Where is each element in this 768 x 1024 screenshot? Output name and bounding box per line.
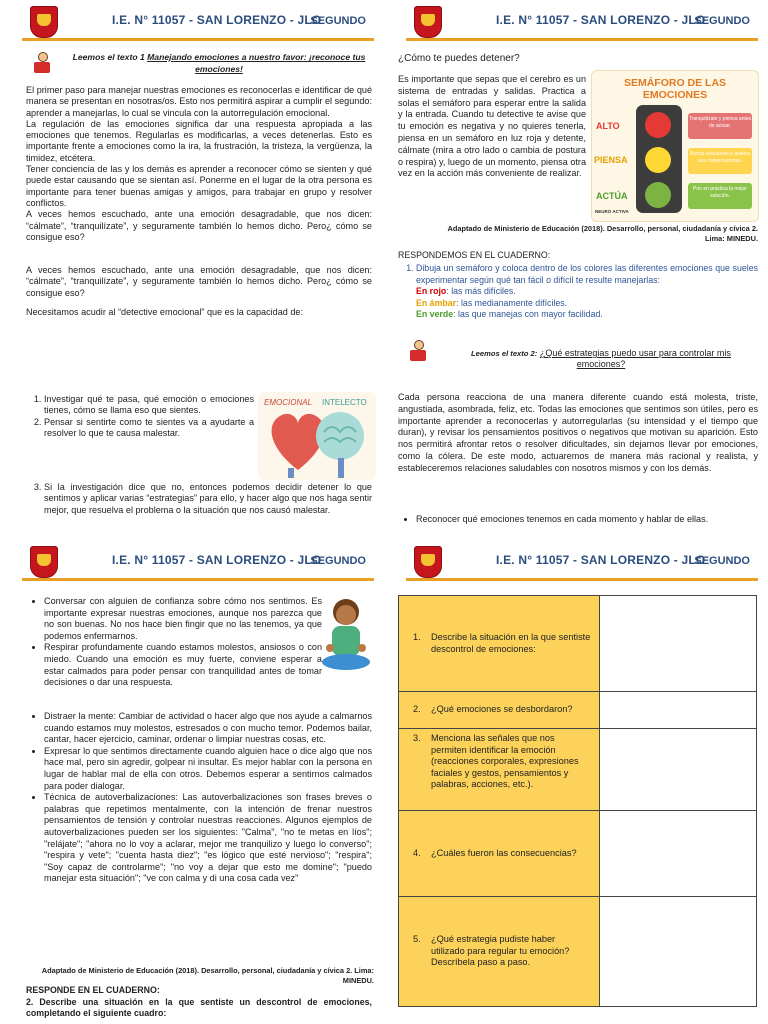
row-question: ¿Cuáles fueron las consecuencias? xyxy=(431,847,577,858)
school-shield-icon xyxy=(414,546,442,578)
table-row xyxy=(399,811,757,897)
row-number: 4. xyxy=(413,847,421,858)
semaforo-note: Tranquilízate y piensa antes de actuar. xyxy=(688,113,752,139)
school-shield-icon xyxy=(30,6,58,38)
task-text: Dibuja un semáforo y coloca dentro de los colores las diferentes emociones que sueles experimentar según qué tan fácil o difícil te resulte manejarlas: xyxy=(416,263,758,285)
green-text: : las que manejas con mayor facilidad. xyxy=(453,309,603,319)
semaforo-illustration xyxy=(591,70,759,222)
illustration-word: INTELECTO xyxy=(322,398,367,407)
row-question: ¿Qué estrategia pudiste haber utilizado para regular tu emoción? Descríbela paso a paso. xyxy=(431,934,570,968)
emotion-intellect-illustration xyxy=(258,392,376,480)
reading-child-icon xyxy=(408,340,428,362)
school-name: I.E. N° 11057 - SAN LORENZO - JLO xyxy=(112,553,322,567)
page-quadrant-4 xyxy=(384,540,768,1024)
reading-heading xyxy=(448,348,754,371)
red-text: : las más difíciles. xyxy=(446,286,516,296)
school-shield-icon xyxy=(30,546,58,578)
page-header xyxy=(0,0,384,46)
reading-heading xyxy=(64,52,374,75)
yellow-light-icon xyxy=(645,147,671,173)
task-text: Describe una situación en la que sentiste un descontrol de emociones, completando el siguiente cuadro: xyxy=(26,997,372,1019)
step-item: 1. Investigar qué te pasa, qué emoción o emociones tienes, cómo se llama eso que sientes. xyxy=(44,394,254,417)
row-question: Describe la situación en la que sentiste descontrol de emociones: xyxy=(431,632,591,654)
respond-title: RESPONDE EN EL CUADERNO: xyxy=(26,985,160,995)
grade-label: SEGUNDO xyxy=(694,555,750,567)
answer-cell[interactable] xyxy=(600,811,757,897)
detective-step-3 xyxy=(26,482,372,516)
semaforo-note: Busca soluciones y analiza sus consecuencias. xyxy=(688,148,752,174)
semaforo-title: EMOCIONES xyxy=(642,89,708,101)
respond-title: RESPONDEMOS EN EL CUADERNO: xyxy=(398,250,551,260)
paragraph: El primer paso para manejar nuestras emociones es reconocerlas e identificar de qué manera se presentan en nosotras/os. Esto nos permitirá aspirar a cumplir el segundo: aprender a manejarlas, lo cual se vincula con la autorregulación emocional. xyxy=(26,85,372,118)
strategy-list xyxy=(26,596,322,689)
row-question: ¿Qué emociones se desbordaron? xyxy=(431,704,573,715)
page-header xyxy=(384,540,768,586)
header-divider xyxy=(406,38,758,41)
question-cell xyxy=(399,596,600,692)
emotion-analysis-table xyxy=(398,595,757,1007)
answer-cell[interactable] xyxy=(600,692,757,729)
illustration-word: EMOCIONAL xyxy=(264,398,313,407)
school-shield-icon xyxy=(414,6,442,38)
table-row xyxy=(399,729,757,811)
strategy-list xyxy=(26,711,372,885)
semaforo-task xyxy=(398,263,758,321)
question-cell xyxy=(399,729,600,811)
source-credit: Adaptado de Ministerio de Educación (2018). Desarrollo, personal, ciudadanía y cívica 2. Lima: MINEDU. xyxy=(41,966,374,985)
green-light-icon xyxy=(645,182,671,208)
row-number: 2. xyxy=(413,704,421,715)
page-quadrant-2 xyxy=(384,0,768,540)
reading-intro: Leemos el texto 1 xyxy=(72,52,145,62)
paragraph: Tener conciencia de las y los demás es aprender a reconocer cómo se sienten y qué puede estar causando que se sientan así. Ponerme en el lugar de la otra persona es importante para tener buenas amigas y amigos, para trabajar en grupo y resolver conflictos. xyxy=(26,164,372,208)
header-divider xyxy=(22,38,374,41)
school-name: I.E. N° 11057 - SAN LORENZO - JLO xyxy=(112,13,322,27)
paragraph: A veces hemos escuchado, ante una emoción desagradable, que nos dicen: “cálmate”, “tranquilízate”, y seguramente también lo hemos dicho. Pero¿ cómo se consigue eso? xyxy=(26,265,372,298)
paragraph: A veces hemos escuchado, ante una emoción desagradable, que nos dicen: “cálmate”, “tranquilízate”, y seguramente también lo hemos dicho. Pero¿ cómo se consigue eso? xyxy=(26,209,372,242)
red-light-icon xyxy=(645,112,671,138)
body-text xyxy=(26,85,372,318)
table-task xyxy=(26,997,372,1020)
row-number: 3. xyxy=(413,733,421,743)
amber-label: En ámbar xyxy=(416,297,457,308)
strategies-paragraph: Cada persona reacciona de una manera diferente cuando está molesta, triste, angustiada, asombrada, feliz, etc. Todas las emociones que sentimos son útiles, pero es importante aprender a reconocerlas y autorregularlas (su intensidad y el tiempo que duran), y revisar los pensamientos positivos o negativos que motivan su aparición. Esto nos permitirá afrontar retos o resolver dificultades, sin dejarnos llevar por emociones, como la cólera. De este modo, actuaremos de manera más racional y realista, y estableceremos relaciones saludables con nosotros mismos y con los demás. xyxy=(398,392,758,473)
question-cell xyxy=(399,811,600,897)
semaforo-label: ALTO xyxy=(596,121,620,131)
answer-cell[interactable] xyxy=(600,897,757,1007)
row-question: Menciona las señales que nos permiten identificar la emoción (reacciones corporales, expresiones faciales y gestos, pensamientos y palabras, acciones, etc.). xyxy=(431,733,579,789)
reading-title: Manejando emociones a nuestro favor: ¡reconoce tus emociones! xyxy=(147,52,366,74)
table-row xyxy=(399,897,757,1007)
page-header xyxy=(0,540,384,586)
school-name: I.E. N° 11057 - SAN LORENZO - JLO xyxy=(496,13,706,27)
task-number: 2. xyxy=(26,997,34,1007)
section-question: ¿Cómo te puedes detener? xyxy=(398,53,520,64)
page-quadrant-3 xyxy=(0,540,384,1024)
header-divider xyxy=(406,578,758,581)
answer-cell[interactable] xyxy=(600,729,757,811)
bullet-item: • Conversar con alguien de confianza sobre cómo nos sentimos. Es importante expresar nuestras emociones, aunque nos parezca que no son buenas. No nos hace bien fingir que no las tenemos, ya que podemos enfermarnos. xyxy=(44,596,322,642)
table-row xyxy=(399,596,757,692)
semaforo-label: PIENSA xyxy=(594,155,628,165)
semaforo-paragraph: Es importante que sepas que el cerebro es un sistema de entradas y salidas. Practica a solas el semáforo para esperar entre la salida y la entrada. Cuando tu detective te avise que tu emoción es negativa y no quieres tenerla, piensa en un semáforo en luz roja y detente, cálmate (mira a otro lado o cambia de postura o respira) y, luego de un momento, piensa otra vez en la acción más conveniente de realizar. xyxy=(398,74,586,179)
bullet-item: • Expresar lo que sentimos directamente cuando alguien hace o dice algo que nos hace mal, pero sin agredir, golpear ni insultar. Es mejor hablar con la persona en lugar de hablar mal de ella con otros. Debemos esperar a sentirnos calmados para poder dialogar. xyxy=(44,746,372,792)
page-header xyxy=(384,0,768,46)
bullet-item: • Distraer la mente: Cambiar de actividad o hacer algo que nos ayude a calmarnos cuando estamos muy molestos, estresados o con mucho temor. Podemos bailar, cantar, hacer ejercicio, caminar, ordenar o limpiar nuestras cosas, etc. xyxy=(44,711,372,746)
answer-cell[interactable] xyxy=(600,596,757,692)
source-credit: Adaptado de Ministerio de Educación (2018). Desarrollo, personal, ciudadanía y cívica 2. Lima: MINEDU. xyxy=(447,224,758,243)
calm-child-illustration xyxy=(318,596,374,674)
grade-label: SEGUNDO xyxy=(310,555,366,567)
question-cell xyxy=(399,692,600,729)
question-cell xyxy=(399,897,600,1007)
bullet-item: • Respirar profundamente cuando estamos molestos, ansiosos o con miedo. Cuando una emoción es muy fuerte, conviene esperar a estar calmados para poder pensar con tranquilidad antes de tomar decisiones o dar una respuesta. xyxy=(44,642,322,688)
detective-steps xyxy=(26,394,254,439)
paragraph: La regulación de las emociones significa dar una respuesta apropiada a las emociones que tenemos. Regularlas es modificarlas, a veces detenerlas. Esto es importante frente a emociones como la ira, la frustración, la tristeza, la vergüenza, la timidez, etcétera. xyxy=(26,118,372,163)
grade-label: SEGUNDO xyxy=(310,15,366,27)
table-row xyxy=(399,692,757,729)
grade-label: SEGUNDO xyxy=(694,15,750,27)
reading-intro: Leemos el texto 2: xyxy=(471,349,538,358)
semaforo-label: ACTÚA xyxy=(596,191,628,201)
row-number: 5. xyxy=(413,934,421,945)
school-name: I.E. N° 11057 - SAN LORENZO - JLO xyxy=(496,553,706,567)
neuro-activa-logo: NEURO ACTIVA xyxy=(595,209,629,214)
step-item: 2. Pensar si sentirte como te sientes va a ayudarte a resolver lo que te causa malestar. xyxy=(44,417,254,440)
semaforo-title: SEMÁFORO DE LAS xyxy=(623,77,727,89)
amber-text: : las medianamente difíciles. xyxy=(456,297,568,308)
semaforo-note: Pon en práctica la mejor solución. xyxy=(688,183,752,209)
reading-title: ¿Qué estrategias puedo usar para controlar mis emociones? xyxy=(539,348,731,370)
strategy-bullets xyxy=(398,514,758,525)
bullet-item: • Reconocer qué emociones tenemos en cada momento y hablar de ellas. xyxy=(416,514,758,525)
bullet-item: • Técnica de autoverbalizaciones: Las autoverbalizaciones son frases breves o palabras que repetimos mentalmente, con la intención de frenar nuestros pensamientos de tensión y controlar nuestras reacciones. Algunos ejemplos de autoverbalizaciones pueden ser los siguientes: "Calma", "no te metas en líos"; "relájate"; "ahora no lo voy a aclarar, mejor me tranquilizo y luego lo converso"; "respira y vete"; "cuenta hasta diez"; "es lógico que esté nervioso"; "respira"; "Soy capaz de controlarme"; "no voy a dejar que esto me domine"; "puedo manejar esta situación"; "ve con calma y di una cosa cada vez" xyxy=(44,792,372,885)
row-number: 1. xyxy=(413,632,421,642)
red-label: En rojo xyxy=(416,286,447,296)
reading-child-icon xyxy=(32,52,52,74)
paragraph: Necesitamos acudir al “detective emocional” que es la capacidad de: xyxy=(26,307,304,318)
header-divider xyxy=(22,578,374,581)
page-quadrant-1 xyxy=(0,0,384,540)
task-item xyxy=(416,263,758,321)
green-label: En verde xyxy=(416,309,454,319)
step-item: 3. Si la investigación dice que no, entonces podemos decidir detener lo que sentimos y aplicar varias “estrategias” para ello, y hacer algo que nos haga sentir mejor, que resuelva el problema o la situación que nos causó malestar. xyxy=(44,482,372,516)
